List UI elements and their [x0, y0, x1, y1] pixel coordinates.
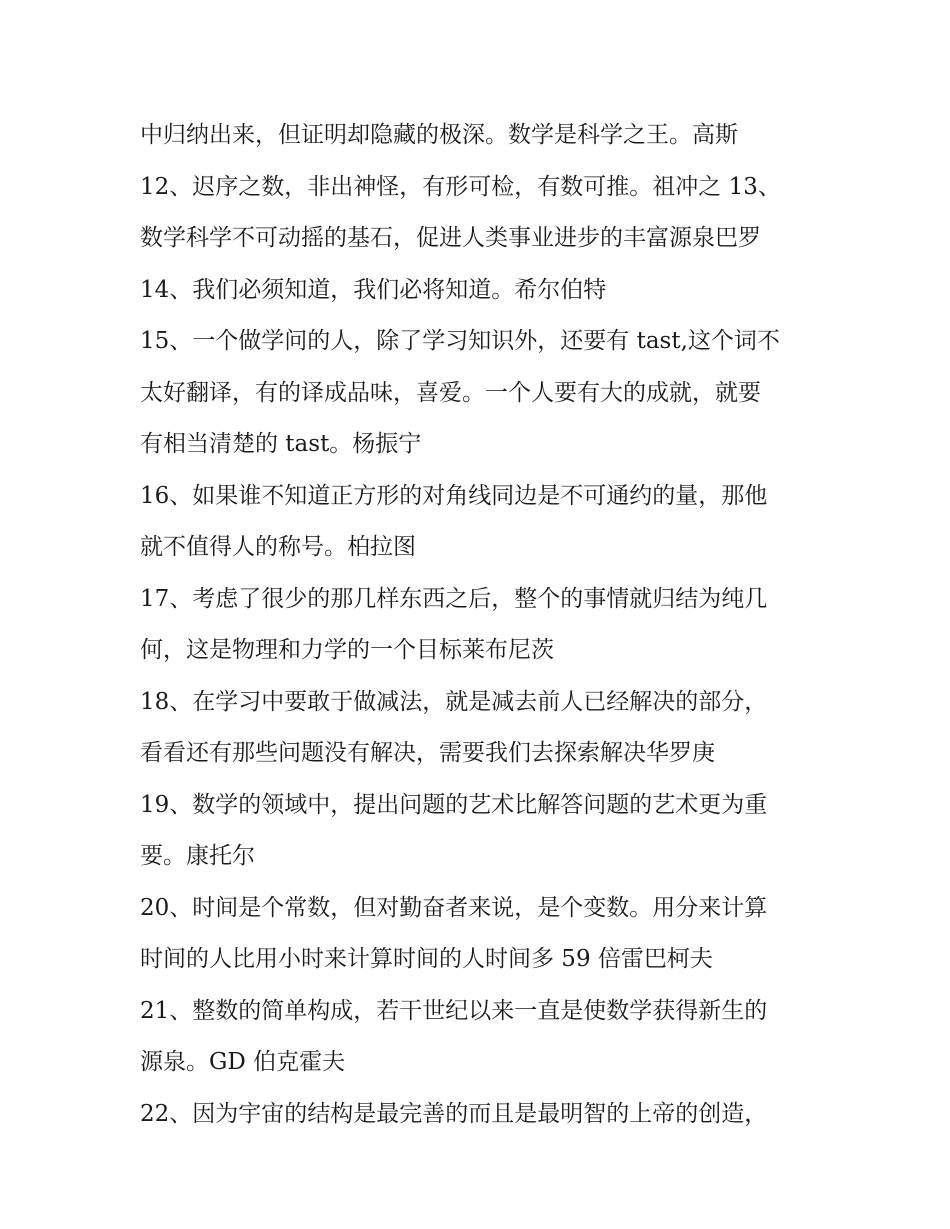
- text-line: 有相当清楚的 tast。杨振宁: [140, 431, 422, 457]
- text-line: 看看还有那些问题没有解决，需要我们去探索解决华罗庚: [140, 740, 715, 766]
- quote-text-block: [140, 110, 820, 1140]
- text-line: 14、我们必须知道，我们必将知道。希尔伯特: [140, 276, 607, 303]
- text-line: 太好翻译，有的译成品味，喜爱。一个人要有大的成就，就要: [140, 379, 761, 406]
- text-line: 中归纳出来，但证明却隐藏的极深。数学是科学之王。高斯: [140, 122, 738, 148]
- text-line: 16、如果谁不知道正方形的对角线同边是不可通约的量，那他: [140, 482, 768, 509]
- text-line: 19、数学的领域中，提出问题的艺术比解答问题的艺术更为重: [140, 791, 768, 818]
- text-line: 21、整数的简单构成，若干世纪以来一直是使数学获得新生的: [140, 997, 768, 1024]
- text-line: 20、时间是个常数，但对勤奋者来说，是个变数。用分来计算: [140, 894, 768, 921]
- text-line: 18、在学习中要敢于做减法，就是减去前人已经解决的部分，: [140, 688, 768, 715]
- text-line: 数学科学不可动摇的基石，促进人类事业进步的丰富源泉巴罗: [140, 225, 761, 251]
- text-line: 源泉。GD 伯克霍夫: [140, 1049, 346, 1075]
- text-line: 时间的人比用小时来计算时间的人时间多 59 倍雷巴柯夫: [140, 946, 713, 972]
- text-line: 12、迟序之数，非出神怪，有形可检，有数可推。祖冲之 13、: [140, 173, 781, 200]
- text-line: 22、因为宇宙的结构是最完善的而且是最明智的上帝的创造，: [140, 1100, 768, 1127]
- text-line: 15、一个做学问的人，除了学习知识外，还要有 tast,这个词不: [140, 328, 780, 354]
- text-line: 何，这是物理和力学的一个目标莱布尼茨: [140, 637, 554, 663]
- text-line: 17、考虑了很少的那几样东西之后，整个的事情就归结为纯几: [140, 585, 768, 612]
- text-line: 要。康托尔: [140, 843, 255, 869]
- text-line: 就不值得人的称号。柏拉图: [140, 534, 416, 560]
